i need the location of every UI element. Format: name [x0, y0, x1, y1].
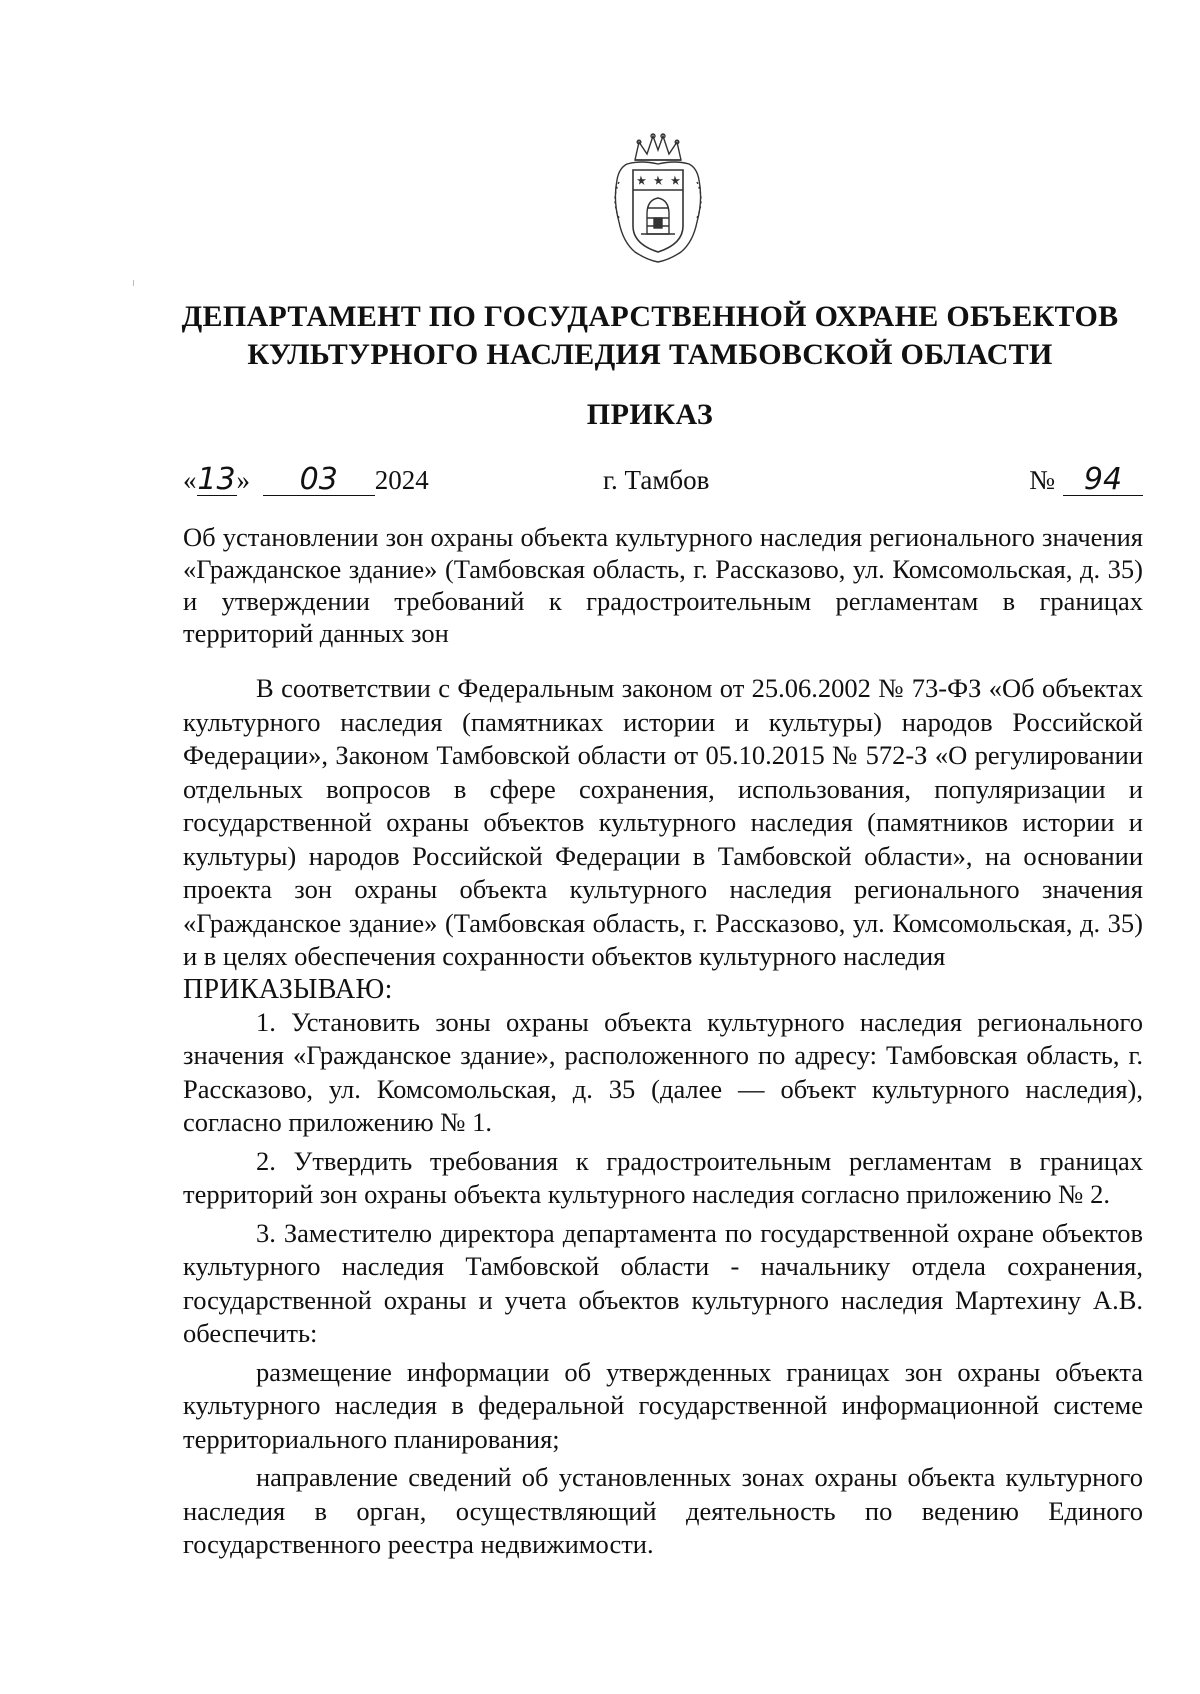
order-item-1: 1. Установить зоны охраны объекта культурного наследия регионального значения «Гражданское здание», расположенного по адресу: Тамбовская область, г. Рассказово, ул. Комсомольская, д. 35 (далее — объект культурного наследия), согласно приложению № 1.	[183, 1006, 1143, 1137]
document-type-title: ПРИКАЗ	[586, 398, 714, 431]
order-item-3b: направление сведений об установленных зонах охраны объекта культурного наследия в орган, осуществляющий деятельность по ведению Единого государственного реестра недвижимости.	[183, 1462, 1143, 1559]
date-month: 03	[263, 465, 375, 496]
date-quote-close: »	[236, 465, 250, 495]
department-line-2: КУЛЬТУРНОГО НАСЛЕДИЯ ТАМБОВСКОЙ ОБЛАСТИ	[247, 338, 1053, 371]
number-sign: №	[1029, 465, 1055, 495]
date-year: 2024	[374, 465, 429, 495]
date-day: 13	[197, 462, 236, 497]
order-number	[1029, 462, 1143, 498]
command-word: ПРИКАЗЫВАЮ:	[183, 973, 393, 1005]
tambov-coat-of-arms-icon	[605, 130, 711, 266]
order-meta-row	[183, 460, 1143, 504]
number-value: 94	[1063, 465, 1143, 496]
order-city: г. Тамбов	[603, 465, 710, 495]
order-subject: Об установлении зон охраны объекта культурного наследия регионального значения «Гражданское здание» (Тамбовская область, г. Рассказово, ул. Комсомольская, д. 35) и утверждении требований к градостроительным регламентам в границах территорий данных зон	[183, 522, 1143, 648]
department-heading	[150, 298, 1150, 374]
preamble-paragraph: В соответствии с Федеральным законом от 25.06.2002 № 73-ФЗ «Об объектах культурного наследия (памятниках истории и культуры) народов Российской Федерации», Законом Тамбовской области от 05.10.2015 № 572-З «О регулировании отдельных вопросов в сфере сохранения, использования, популяризации и государственной охраны объектов культурного наследия (памятников истории и культуры) народов Российской Федерации в Тамбовской области», на основании проекта зон охраны объекта культурного наследия регионального значения «Гражданское здание» (Тамбовская область, г. Рассказово, ул. Комсомольская, д. 35) и в целях обеспечения сохранности объектов культурного наследия	[183, 673, 1143, 971]
order-item-2: 2. Утвердить требования к градостроительным регламентам в границах территорий зон охраны объекта культурного наследия согласно приложению № 2.	[183, 1145, 1143, 1209]
order-item-3a: размещение информации об утвержденных границах зон охраны объекта культурного наследия в федеральной государственной информационной системе территориального планирования;	[183, 1356, 1143, 1454]
department-line-1: ДЕПАРТАМЕНТ ПО ГОСУДАРСТВЕННОЙ ОХРАНЕ ОБЪЕКТОВ	[181, 300, 1119, 333]
date-quote-open: «	[183, 465, 197, 495]
scan-artifact	[133, 280, 134, 286]
order-item-3: 3. Заместителю директора департамента по государственной охране объектов культурного наследия Тамбовской области - начальнику отдела сохранения, государственной охраны и учета объектов культурного наследия Мартехину А.В. обеспечить:	[183, 1217, 1143, 1348]
order-date	[183, 462, 429, 498]
order-body	[183, 672, 1143, 1562]
